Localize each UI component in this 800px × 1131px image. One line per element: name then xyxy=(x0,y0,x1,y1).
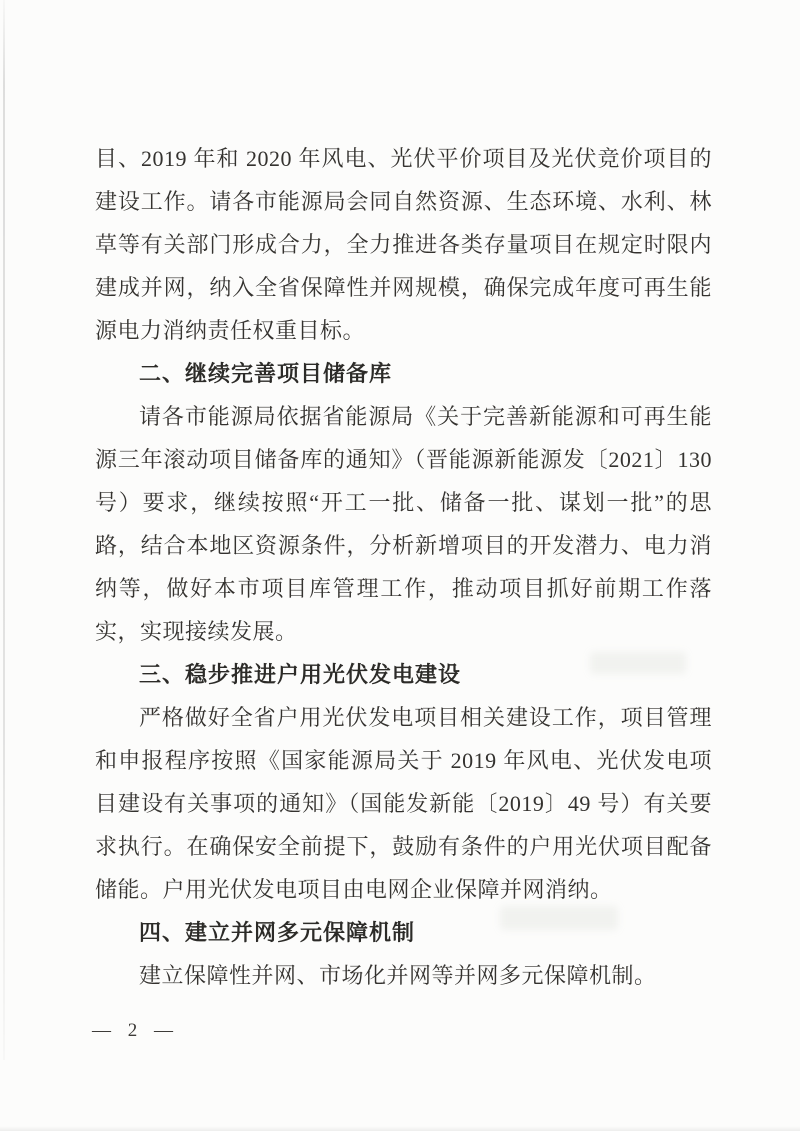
section-4-paragraph: 建立保障性并网、市场化并网等并网多元保障机制。 xyxy=(139,963,657,988)
scan-edge-left xyxy=(3,0,5,1060)
section-heading-2: 二、继续完善项目储备库 xyxy=(139,361,393,386)
section-heading-3: 三、稳步推进户用光伏发电建设 xyxy=(139,662,462,687)
paragraph-continued-from-previous-page: 目、2019 年和 2020 年风电、光伏平价项目及光伏竞价项目的建设工作。请各市能源局会同自然资源、生态环境、水利、林草等有关部门形成合力，全力推进各类存量项目在规定时限内建成并网，纳入全省保障性并网规模，确保完成年度可再生能源电力消纳责任权重目标。 xyxy=(95,146,712,343)
page-number: — 2 — xyxy=(92,1020,175,1041)
scan-edge-bottom xyxy=(0,1126,800,1131)
section-3-paragraph: 严格做好全省户用光伏发电项目相关建设工作，项目管理和申报程序按照《国家能源局关于 2019 年风电、光伏发电项目建设有关事项的通知》（国能发新能〔2019〕49 号）有关要求执行。在确保安全前提下，鼓励有条件的户用光伏项目配备储能。户用光伏发电项目由电网企业保障并网消纳。 xyxy=(95,705,712,902)
section-heading-4: 四、建立并网多元保障机制 xyxy=(139,920,416,945)
document-body xyxy=(95,137,712,997)
section-2-paragraph: 请各市能源局依据省能源局《关于完善新能源和可再生能源三年滚动项目储备库的通知》（晋能源新能源发〔2021〕130 号）要求，继续按照“开工一批、储备一批、谋划一批”的思路，结合本地区资源条件，分析新增项目的开发潜力、电力消纳等，做好本市项目库管理工作，推动项目抓好前期工作落实，实现接续发展。 xyxy=(95,404,712,644)
